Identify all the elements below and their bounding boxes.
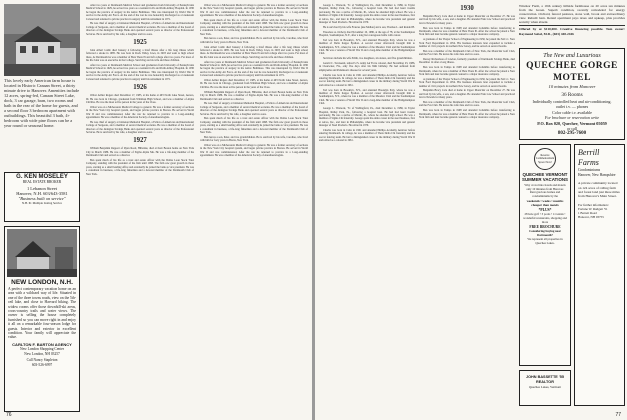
obit-paragraph: Oliver Arthur Rogers died December 17, 1985, at his home at 493 North Lake Street, Aurora, Ill. He was born in Chicago, graduated from Whitman High School, and was a member of Alpha Chi Rho. He was the most active person in the years of the Class.	[200, 79, 308, 89]
right-column-1	[319, 4, 415, 408]
reserve-question-sub: We represent all properties in Quechee Lakes.	[527, 236, 563, 245]
obit-paragraph: John Albert Lamb died January 4 following a brief illness after a life long illness which followed a stroke in 1985. He was born in Rock Valley, Iowa, in 1903 and went to high school there. At Dartmouth he was a member of Beta Theta Pi and left college after two years. For most of his life John was an executive in the College. Surviving are his wife and three children.	[86, 49, 194, 63]
windsor-farm-price: Offered by at $110,000. Creative financing possible. Tom owner: Raymond Sobel, M.D., (603) 448-2446	[519, 27, 625, 36]
obit-paragraph: Ben spent much of his life as a trust and estate officer with the Dallas Loan Stock Trust Company, standing with the president of the firm until 1968. The firm saw great growth in those years, starting as a small lending office and eventually he joined the bank as vice president. He was a consultant in business, a life-long fisherman and a devoted member of the Dartmouth Club of New York.	[200, 19, 308, 36]
reserve-circle-text: Reserve Commencement Space Now!	[535, 154, 555, 164]
class-year-heading: 1927	[133, 137, 147, 145]
moseley-addr2: Hanover, N.H. 603/643-3581	[16, 190, 68, 196]
qc-outlet: outlet t.v. — phones	[555, 104, 589, 110]
obit-paragraph: Oliver was on a Midwestern Medical College to general. He was a former secretary of sections in the New York City hospital system, and began private practice in Boston. He served in World War II and was commissioned. After the war he returned to practice in a Long-standing appointment. He was a member of the American Society of Anesthesiologists.	[200, 143, 308, 158]
obit-paragraph: He is survived by his wife Frances (née Mallon) and a son, Thomas L. and Ronald H.	[323, 25, 415, 29]
page-number-left: 76	[6, 412, 12, 418]
reserve-body4: cheaper than motels	[531, 203, 559, 207]
reserve-body3: weekends • weeks • months	[526, 199, 564, 203]
moseley-name: G. KEN MOSELEY	[16, 174, 68, 180]
qc-address: P.O. Box 020, Quechee, Vermont 05059	[537, 120, 607, 126]
left-page	[0, 0, 312, 420]
reserve-title1: QUECHEE VERMONT	[522, 172, 568, 177]
obit-paragraph: John Albert Lamb died January 4 following a brief illness after a life long illness which followed a stroke in 1985. He was born in Rock Valley, Iowa, in 1903 and went to high school there. At Dartmouth he was a member of Beta Theta Pi and left college after two years. For most of his life John was an executive in the College. Surviving are his wife and three children.	[200, 45, 308, 59]
right-column-2	[419, 4, 515, 408]
obit-paragraph: Ben leaves a son, Peter, and two grandchildren. He is survived by his wife, Caroline, who lived with him for forty years in Bronx, New York.	[200, 135, 308, 143]
qc-distance: 10 minutes from Hanover	[548, 84, 596, 89]
berrill-addr1: 1 Barrett Road	[578, 211, 597, 216]
page-number-right: 77	[615, 412, 621, 418]
obit-paragraph: William Benjamin Rapport of Ryan Road, Hillsdale, died at their Boston home on New York City in March 1986. He was a member of Sigma Alpha Mu. He was a life-long member of the Dartmouth Club and served as a director.	[86, 147, 194, 158]
qc-features: Individually controlled heat and air-conditioning.	[532, 99, 612, 104]
new-london-body: A perfect contemporary vacation home on an area with a wildcard way of life. Situated in one of the three towns roads, view on the 5th-ceil lake, and close to Harvard biking. The widow rooms offer those downhill-ski areas, cross-country trails and water views. The owner is selling the house completely furnished so you can move right in and enjoy it all on a remarkable four-season lodge for guests. Interior and exterior in excellent condition. Your family will appreciate the value.	[8, 287, 76, 340]
obit-paragraph: A graduate of the Thayer School of Engineering in 1930, he joined the M.C.C. New York Ford Department in 1954. His business interests later expanded to include a number of civic projects in northern New Jersey, and he served on several boards.	[419, 38, 515, 49]
obit-paragraph: After two years at Dartmouth Medical School and graduation from University of Pennsylvania Medical School in 1929, he served two years as a resident in Pa and Perth Amboy Hospital. In 1930 he began the practice of surgery in his native Baltimore. This was interrupted by World War II service in the Army Air Force. At the end of the war he was honorably discharged as a Lieutenant Colonel and returned to private practice in surgery until his retirement in 1971.	[86, 4, 194, 21]
farmhouse-description	[4, 78, 80, 128]
obit-paragraph: A graduate of the Thayer School of Engineering in 1930, he joined the M.C.C. New York Ford Department in 1954. His business interests later expanded to include a number of civic projects in northern New Jersey, and he served on several boards.	[419, 77, 515, 88]
obit-paragraph: Survivors include his wife Edith, two daughters, six sisters, and five grandchildren.	[323, 57, 413, 61]
class-year-heading: 1930	[460, 5, 474, 12]
bassette-realtor-ad	[519, 370, 571, 406]
obit-paragraph: After two years at Dartmouth Medical School and graduation from University of Pennsylvania Medical School in 1929, he served two years as a resident in Pa and Perth Amboy Hospital. In 1930 he began the practice of surgery in his native Baltimore. This was interrupted by World War II service in the Army Air Force. At the end of the war he was honorably discharged as a Lieutenant Colonel and returned to private practice in surgery until his retirement in 1971.	[200, 60, 308, 78]
obit-paragraph: Ben was born in Tampa in 1908 and attended Columbia before transferring to Dartmouth, where he was a member of Beta Theta Pi. After law school he joined a New York firm and later became general counsel to a major insurance company.	[419, 109, 515, 120]
obit-paragraph: Theodore A. Ordway died November 10, 1986, at the age of 78, at the Southampton Hospital, Southampton, N.Y., after a long but courageous battle with cancer.	[319, 30, 415, 38]
berrill-info-label: For further information:	[578, 202, 609, 207]
obit-paragraph: Ben was born in Tampa in 1908 and attended Columbia before transferring to Dartmouth, where he was a member of Beta Theta Pi. After law school he joined a New York firm and later became general counsel to a major insurance company.	[419, 66, 515, 77]
left-column-2	[86, 4, 194, 408]
farmhouse-text: This lovely early American farm house is located in Historic Canaan Street, a thirty minute drive to Hanover. Amenities include 12 acres, spring-fed, Canaan Street Lake, dock, 3 car garage, barn, two rooms and bath in the rear of the home for guests, and a second floor 3 bedroom apartment with outbuildings. This beautiful 3 bath, 4+ bedroom with wide pine floors can be a year round or seasonal home.	[4, 78, 80, 128]
obit-paragraph: George L. Warnock, '31 of Wallingford, Pa., died December 4, 1986, in Taylor Hospital, Ridley Park, Pa., following a hospital bout. He had had heart trouble previously. He was a native of Martin, Ill., where he attended high school. He was a member of Sigma Chi fraternity. George spent his entire career in the steel business, first at Alcoa, Inc., and later in Philadelphia, where he became vice president and general manager of Steel Products. He retired in 1970.	[319, 107, 415, 128]
obit-paragraph: He was chief of surgery at Johnston Memorial Hospital, a Fellow of American and International College of Surgeons, and a member of several medical societies. He was a member of the board of directors of the Abington Savings Bank and operated several years as director of the Professional Services. He is survived by his wife, a daughter and two sons.	[86, 120, 194, 134]
qc-color: Color cable t.v. available	[552, 109, 592, 115]
barton-phone: 603-526-6997	[31, 363, 53, 368]
obit-paragraph: Ben was a member of the Dartmouth Club of New York, the Montclair Golf Club, and the Fox Club. He leaves his wife Jane and two sons.	[419, 101, 515, 108]
qc-tagline: The New and Luxurious	[543, 53, 601, 59]
obit-paragraph: Gerald C. Townsend, retired U.S. Army Air Force colonel, died November 23, 1986, in Clearwater, Fla., only five days after his 84th birthday. He had suffered from emphysema and Parkinson's disease for several years.	[319, 62, 415, 72]
berrill-title: Berrill Farms	[578, 148, 600, 167]
obit-paragraph: Ted was born in Brooklyn, N.Y., and attended Brooklyn Poly, where he was a member of Delta Kappa Epsilon. A second career afterwards brought him to Southampton, N.Y., where he was a member of the Meadow Club and the Southampton Club. He was a veteran of World War II and a long-time member of the Bridgehampton Club.	[319, 88, 415, 106]
obit-paragraph: Ben spent much of his life as a trust and estate officer with the Dallas Loan Stock Trust Company, standing with the president of the firm until 1968. The firm saw great growth in those years, starting as a small lending office and eventually he joined the bank as vice president. He was a consultant in business, a life-long fisherman and a devoted member of the Dartmouth Club of New York.	[86, 158, 194, 176]
barton-addr: New London Shopping Center	[19, 347, 65, 352]
reserve-title2: SUMMER VACATIONS	[522, 177, 568, 183]
qc-rooms: 36 Rooms	[561, 92, 583, 98]
obit-paragraph: Ben was a member of the Dartmouth Club of New York, the Montclair Golf Club, and the Fox Club. He leaves his wife Jane and two sons.	[419, 49, 515, 57]
moseley-sub: REAL ESTATE BROKER	[22, 180, 62, 185]
windsor-farm-ad	[519, 4, 625, 44]
barton-town: New London, NH 03257	[24, 352, 60, 357]
farmhouse-photo	[4, 4, 80, 76]
new-london-ad	[4, 226, 80, 412]
moseley-tagline: "Business built on service"	[18, 196, 66, 202]
barton-brand: CARLTON F. BARTON AGENCY	[12, 341, 72, 347]
reserve-question: Considering buying near Dartmouth?	[529, 229, 561, 238]
berrill-addr2: Hanover, NH 03755	[578, 215, 604, 220]
qc-call: or call	[566, 126, 578, 132]
obit-paragraph: Ben spent much of his life as a trust and estate officer with the Dallas Loan Stock Trust Company, standing with the president of the firm until 1968. The firm saw great growth in those years, starting as a small lending office and eventually he joined the bank as vice president. He was a consultant in business, a life-long fisherman and a devoted member of the Dartmouth Club of New York.	[200, 117, 308, 134]
obit-paragraph: Benjamin Bracy Cole died at home in Upper Montclair on December 27. He was survived by his wife, a son, and a daughter. He attended Yale Law School and practiced law in Newark for many years.	[419, 89, 515, 100]
obit-paragraph: George L. Warnock, '31 of Wallingford, Pa., died December 4, 1986, in Taylor Hospital, Ridley Park, Pa., following a hospital bout. He had had heart trouble previously. He was a native of Martin, Ill., where he attended high school. He was a member of Sigma Chi fraternity. George spent his entire career in the steel business, first at Alcoa, Inc., and later in Philadelphia, where he became vice president and general manager of Steel Products. He retired in 1970.	[319, 4, 415, 25]
bassette-sub: Quechee Lakes, Vermont	[528, 384, 562, 389]
class-year-heading: 1926	[133, 84, 147, 92]
obit-paragraph: Benjamin Bracy Cole died at home in Upper Montclair on December 27. He was survived by his wife, a son, and a daughter. He attended Yale Law School and practiced law in Newark for many years.	[419, 15, 515, 25]
barton-phone-label: Call Nancy Stapleton	[26, 357, 58, 362]
reserve-free-label: FREE BROCHURE	[529, 225, 561, 230]
reserve-plus-text: 28 hole golf • 3 pools • 11 tennis • wonderful restaurants, shopping and more	[523, 212, 567, 224]
qc-title: QUECHEE GORGE MOTEL	[526, 61, 618, 83]
new-london-title: NEW LONDON, N.H.	[11, 279, 73, 286]
quechee-vacations-ad	[519, 144, 571, 366]
class-year-heading: 1925	[133, 39, 147, 47]
obit-paragraph: Oliver Arthur Rogers died December 17, 1985, at his home at 493 North Lake Street, Aurora, Ill. He was born in Chicago, graduated from Whitman High School, and was a member of Alpha Chi Rho. He was the most active person in the years of the Class.	[86, 94, 194, 104]
lake-house-illustration	[7, 229, 77, 277]
obit-paragraph: Dewey Richardson of Lawton, formerly president of Dartmouth Savings Bank, died December 14 after a long illness.	[419, 58, 515, 65]
qc-brochure: For brochure or reservation write	[544, 115, 600, 121]
obit-paragraph: Oliver was on a Midwestern Medical College to general. He was a former secretary of sections in the New York City hospital system, and began private practice in Boston. He served in World War II and was commissioned. After the war he returned to practice in a Long-standing appointment. He was a member of the American Society of Anesthesiologists.	[86, 105, 194, 119]
moseley-ad	[4, 172, 80, 222]
quechee-gorge-motel-ad	[519, 48, 625, 140]
obit-paragraph: He was chief of surgery at Johnston Memorial Hospital, a Fellow of American and International College of Surgeons, and a member of several medical societies. He was a member of the board of directors of the Abington Savings Bank and operated several years as director of the Professional Services. He is survived by his wife, a daughter and two sons.	[86, 22, 194, 36]
reserve-body2: Rent gracious homes and condominiums by the	[529, 190, 561, 199]
bassette-name: JOHN BASSETTE '55 REALTOR	[525, 375, 565, 384]
reserve-body1: Why crowd into hotels and motels only 10 minutes from Hanover.	[524, 182, 566, 191]
obit-paragraph: Ben was born in Tampa in 1908 and attended Columbia before transferring to Dartmouth, where he was a member of Beta Theta Pi. After law school he joined a New York firm and later became general counsel to a major insurance company.	[419, 26, 515, 37]
moseley-member: N.H. Pr. Multiple Listing Service	[22, 201, 62, 206]
obit-paragraph: William Benjamin Rapport of Ryan Road, Hillsdale, died at their Boston home on New York City in March 1986. He was a member of Sigma Alpha Mu. He was a life-long member of the Dartmouth Club and served as a director.	[200, 90, 308, 101]
berrill-body: A private community located on 124 acres of rolling farm and forest land just three miles from Hanover's Main Street.	[578, 181, 620, 199]
reserve-circle	[534, 148, 556, 170]
berrill-sub2: Hanover, New Hampshire	[578, 172, 616, 177]
new-london-photo	[7, 229, 77, 277]
obit-paragraph: After two years at Dartmouth Medical School and graduation from University of Pennsylvania Medical School in 1929, he served two years as a resident in Pa and Perth Amboy Hospital. In 1930 he began the practice of surgery in his native Baltimore. This was interrupted by World War II service in the Army Air Force. At the end of the war he was honorably discharged as a Lieutenant Colonel and returned to private practice in surgery until his retirement in 1971.	[86, 64, 194, 81]
obit-paragraph: Oliver was on a Midwestern Medical College to general. He was a former secretary of sections in the New York City hospital system, and began private practice in Boston. He served in World War II and was commissioned. After the war he returned to practice in a Long-standing appointment. He was a member of the American Society of Anesthesiologists.	[200, 4, 308, 18]
moseley-addr1: 1 Lebanon Street	[27, 185, 57, 191]
obit-paragraph: He was chief of surgery at Johnston Memorial Hospital, a Fellow of American and International College of Surgeons, and a member of several medical societies. He was a member of the board of directors of the Abington Savings Bank and operated several years as director of the Professional Services. He is survived by his wife, a daughter and two sons.	[200, 102, 308, 116]
berrill-farms-ad	[574, 144, 625, 406]
obit-paragraph: Ben leaves a son, Peter, and two grandchildren. He is survived by his wife, Caroline, who lived with him for forty years in Bronx, New York.	[200, 37, 308, 44]
berrill-sub1: Condominiums	[578, 168, 601, 172]
right-page	[315, 0, 627, 420]
reserve-plus-label: *PLUS*	[538, 208, 552, 212]
obit-paragraph: Charlie was born in Cuba in 1901 and attended Phillips Academy Andover before entering Dartmouth. In college, he was a member of Theta Delta Chi fraternity and the soccer fencing team. He had a distinguished career in the military during World War II and retired as a colonel in 1961.	[319, 73, 415, 87]
farmhouse-illustration	[4, 4, 80, 76]
berrill-contact: Fortune W. Rudgett '51	[578, 207, 608, 212]
qc-phone: 802-295-7600	[557, 131, 587, 137]
obit-paragraph: Charlie was born in Cuba in 1901 and attended Phillips Academy Andover before entering Dartmouth. In college, he was a member of Theta Delta Chi fraternity and the soccer fencing team. He had a distinguished career in the military during World War II and retired as a colonel in 1961.	[319, 128, 415, 143]
left-column-3	[200, 4, 308, 408]
windsor-farm-text: Windsor Farm, a 19th century hillside farmhouse on 20 acres ten minutes from the Green. Superb condition, recently remodeled for energy conservation. Orchard, fenced pastures, stone wall, brook and extraordinary view. Rebuilt barn. Rental apartment pays taxes and upkeep, plus provides security when absent.	[519, 4, 625, 25]
obit-paragraph: Ted was born in Brooklyn, N.Y., and attended Brooklyn Poly, where he was a member of Delta Kappa Epsilon. A second career afterwards brought him to Southampton, N.Y., where he was a member of the Meadow Club and the Southampton Club. He was a veteran of World War II and a long-time member of the Bridgehampton Club.	[319, 38, 415, 56]
